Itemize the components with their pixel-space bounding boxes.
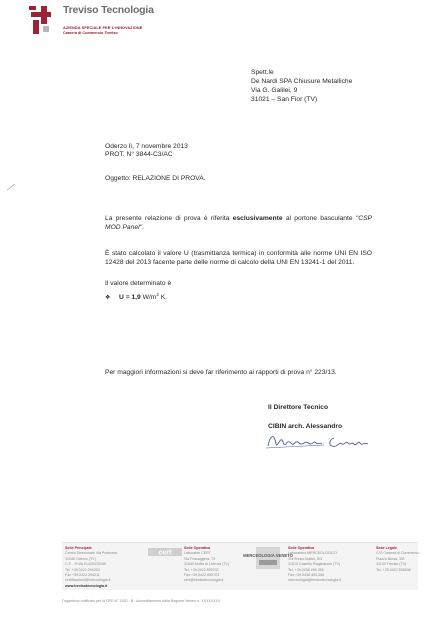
footer-main-office-line: 31046 Oderzo (TV) — [65, 556, 96, 561]
result-unit-end: K. — [158, 294, 168, 302]
footer-legal-office-title: Sede Legale — [376, 546, 397, 550]
recipient-line-3: Via G. Galilei, 9 — [251, 87, 298, 94]
footer-cert-office-line: Laboratori CERT — [184, 551, 211, 556]
cert-logo-text: cert — [158, 549, 172, 557]
treviso-tecnologia-logo-icon — [27, 4, 57, 36]
result-unit: W/m — [140, 294, 157, 302]
footer-accreditation-note: Organismo notificato per la CPD N° 1920 - B - Accreditamento dalla Regione Veneto n. XXXXXXXX — [62, 599, 221, 603]
diamond-bullet-icon: ❖ — [105, 294, 111, 302]
paragraph-reference-middle: al portone basculante — [282, 215, 356, 222]
recipient-line-1: Spett.le — [251, 69, 274, 76]
cert-logo-icon — [148, 546, 182, 558]
result-unit-exponent: 2 — [156, 292, 159, 297]
paragraph-calculation: È stato calcolato il valore U (trasmittanza termica) in conformità alle norme UNI EN ISO 12428 del 2013 facente parte delle norme di calcolo della UNI EN 13241-1 del 2011. — [105, 250, 372, 266]
paragraph-reference-end: . — [141, 223, 144, 231]
footer-website-link[interactable]: www.trevisotecnologia.it — [65, 583, 108, 588]
footer-legal-office-line: Piazza Borsa, 3/B — [376, 556, 405, 561]
footer-main-office-line: C.F. - P.IVA 01425330269 — [65, 562, 106, 567]
footer-main-office-line: certificazioni@tvtecnologia.it — [65, 578, 111, 583]
place-date: Oderzo lì, 7 novembre 2013 — [105, 143, 188, 150]
margin-mark-icon — [5, 180, 17, 192]
footer-main-office-line: Tel. +39.0422.294200 — [65, 567, 100, 572]
footer-cert-office-line: Fax +39.0422.890703 — [184, 573, 220, 578]
footer-cert-office-line: Tel. +39.0422.890702 — [184, 567, 219, 572]
footer-cert-office-line: 31040 Motta di Livenza (TV) — [184, 562, 230, 567]
paragraph-reference-text: La presente relazione di prova è riferita — [105, 215, 233, 222]
footer-cert-office-line: cert@trevisotecnologia.it — [184, 578, 224, 583]
org-name: Treviso Tecnologia — [63, 4, 154, 16]
footer-lab-office — [288, 546, 341, 584]
footer-lab-office-line: merceologia@trevisotecnologia.it — [288, 578, 341, 583]
footer-main-office-title: Sede Principale — [65, 546, 92, 550]
footer-main-office-line: Fax +39.0422.294211 — [65, 573, 100, 578]
footer-cert-office — [184, 546, 229, 584]
org-subtitle-1: AZIENDA SPECIALE PER L'INNOVAZIONE — [63, 26, 143, 30]
signatory-name: CIBIN arch. Alessandro — [268, 423, 343, 430]
footer-legal-office — [376, 546, 419, 573]
product-name: "CSP MOD Panel" — [105, 215, 373, 231]
footer-lab-office-title: Sede Operativa — [288, 546, 315, 550]
paragraph-reference — [105, 215, 372, 232]
footer-lab-office-line: Tel. +39.0438.495.355 — [288, 567, 324, 572]
footer-legal-office-line: 31100 Treviso (TV) — [376, 562, 407, 567]
paragraph-reference-emphasis: esclusivamente — [232, 215, 283, 222]
recipient-line-2: De Nardi SPA Chiusure Metalliche — [251, 78, 353, 85]
paragraph-value-intro: Il valore determinato è — [105, 280, 172, 287]
footer-lab-office-line: Laboratorio MERCEOLOGICO — [288, 551, 337, 556]
signatory-role: Il Direttore Tecnico — [268, 404, 329, 411]
result-value: U = 1,9 — [119, 294, 141, 302]
footer-cert-office-line: Via Fossaggera, 74 — [184, 556, 216, 561]
footer-lab-office-line: 31010 Castello Roganzuolo (TV) — [288, 562, 341, 567]
recipient-line-4: 31021 – San Fior (TV) — [251, 96, 318, 103]
footer-main-office-line: Centro Direzionale Via Postumia — [65, 551, 117, 556]
footer-lab-office-line: Via Enrico Mattei, 5/3 — [288, 556, 323, 561]
footer-main-office — [65, 546, 117, 589]
footer-cert-office-title: Sede Operativa — [184, 546, 211, 550]
footer-legal-office-line: Tel. +39.0422.595838 — [376, 567, 411, 572]
footer-lab-office-line: Fax +39.0438.495.356 — [288, 573, 325, 578]
merceologia-veneto-logo-icon — [243, 547, 293, 569]
veneto-logo-text: MERCEOLOGIA VENETO — [243, 553, 293, 558]
paragraph-more-info: Per maggiori informazioni si deve far riferimento ai rapporti di prova n° 223/13. — [105, 369, 337, 376]
footer-legal-office-line: C/O Camera di Commercio — [376, 551, 420, 556]
subject-line: Oggetto: RELAZIONE DI PROVA. — [105, 175, 206, 182]
result-bullet — [105, 291, 167, 303]
protocol-number: PROT. N° 3844-C3/AC — [105, 151, 173, 158]
org-subtitle-2: Camera di Commercio Treviso — [63, 31, 118, 35]
handwritten-signature — [264, 426, 384, 456]
